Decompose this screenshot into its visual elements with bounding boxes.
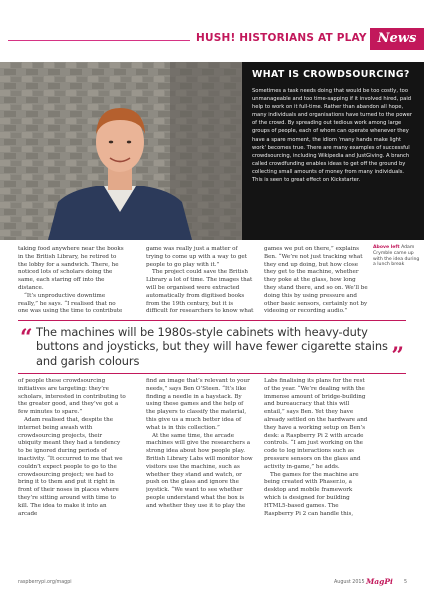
article-paragraph: The games for the machine are being created with Phaser.io, a desktop and mobile framework which is designed for building HTML5-based games. The Raspberry Pi 2 can handle this, (264, 471, 359, 517)
footer-date: August 2015 (334, 580, 365, 585)
photo-caption (373, 245, 421, 268)
article-column-1-bottom (18, 378, 126, 578)
close-quote-icon: ” (391, 343, 404, 369)
magpi-logo: MagPi (366, 577, 393, 586)
article-column-2-bottom (146, 378, 254, 578)
sidebar-title: WHAT IS CROWDSOURCING? (252, 69, 410, 80)
article-column-3-top (264, 246, 368, 316)
article-column-1-top (18, 246, 126, 316)
pull-quote (18, 320, 406, 374)
article-paragraph: taking food anywhere near the books in the British Library, he retired to the lobby for a sandwich. There, he noticed lots of scholars doing the same, each staring off into the distance. (18, 246, 124, 291)
page-header (0, 28, 424, 54)
footer-url: raspberrypi.org/magpi (18, 580, 72, 585)
pull-quote-text: The machines will be 1980s-style cabinets with heavy-duty buttons and joysticks, but they will have fewer cigarette stains and garish colours (36, 325, 388, 368)
section-title: HUSH! HISTORIANS AT PLAY (196, 32, 367, 44)
sidebar-body: Sometimes a task needs doing that would be too costly, too unmanageable and too time-sapping if it involved hired, paid help to work on it full-time. Rather than abandon all hope, many individuals and organisations have turned to the power of the crowd. By spreading out tedious work among large groups of people, each of whom can operate whenever they have a spare moment, the idiom 'many hands make light work' becomes true. There are many examples of successful crowdsourcing, including Wikipedia and JustGiving. A branch called crowdfunding enables ideas to get off the ground by collecting small amounts of money from many individuals. This is seen to great effect on Kickstarter. (252, 88, 412, 184)
news-badge: News (370, 28, 424, 50)
article-paragraph: At the same time, the arcade machines will give the researchers a strong idea about how people play. British Library Labs will monitor how visitors use the machine, such as whether they stand and watch, or push on the glass and ignore the joystick. “We want to see whether people understand what the box is and whether they use it to play the (146, 432, 253, 509)
caption-label: Above left (373, 245, 400, 250)
article-column-2-top (146, 246, 254, 316)
portrait-photo (0, 62, 242, 240)
portrait-illustration (0, 62, 242, 240)
article-paragraph: games we put on there,” explains Ben. “We’re not just tracking what they end up doing, but how close they get to the machine, whether they poke at the glass, how long they stand there, and so on. We’ll be doing this by using pressure and other basic sensors, certainly not by videoing or recording audio.” (264, 246, 368, 315)
header-rule (8, 40, 190, 41)
article-paragraph: Labs finalising its plans for the rest of the year. “We’re dealing with the immense amount of bridge-building and bureaucracy that this will entail,” says Ben. Yet they have already settled on the hardware and they have a working setup on Ben’s desk: a Raspberry Pi 2 with arcade controls. “I am just working on the code to log interactions such as pressure sensors on the glass and activity in-game,” he adds. (264, 378, 368, 470)
page-number: 5 (404, 580, 408, 585)
article-paragraph: The project could save the British Library a lot of time. The images that will be organised were extracted automatically from digitised books from the 19th century, but it is difficult for researchers to know what (146, 269, 254, 315)
open-quote-icon: “ (20, 325, 33, 351)
article-paragraph: game was really just a matter of trying to come up with a way to get people to go play with it.” (146, 246, 247, 268)
crowdsourcing-sidebar (242, 62, 424, 240)
article-column-3-bottom (264, 378, 368, 578)
article-paragraph: “It’s unproductive downtime really,” he says. “I realised that no one was using the time to contribute (18, 292, 123, 315)
page-footer (0, 576, 424, 588)
article-paragraph: of people these crowdsourcing initiatives are targeting: they’re scholars, interested in contributing to the greater good, and they’ve got a few minutes to spare.” (18, 378, 126, 416)
article-paragraph: Adam realised that, despite the internet being awash with crowdsourcing projects, their ubiquity meant they had a tendency to be ignored during periods of inactivity. “It occurred to me that we couldn’t expect people to go to the crowdsourcing project; we had to bring it to them and put it right in front of their noses in places where they’re sitting around with time to kill. The idea to make it into an arcade (18, 416, 123, 517)
article-paragraph: find an image that’s relevant to your needs,” says Ben O’Steen. “It’s like finding a needle in a haystack. By using these games and the help of the players to classify the material, this give us a much better idea of what is in this collection.” (146, 378, 250, 431)
caption-text: Adam Crymble came up with the idea during a lunch break (373, 245, 420, 268)
